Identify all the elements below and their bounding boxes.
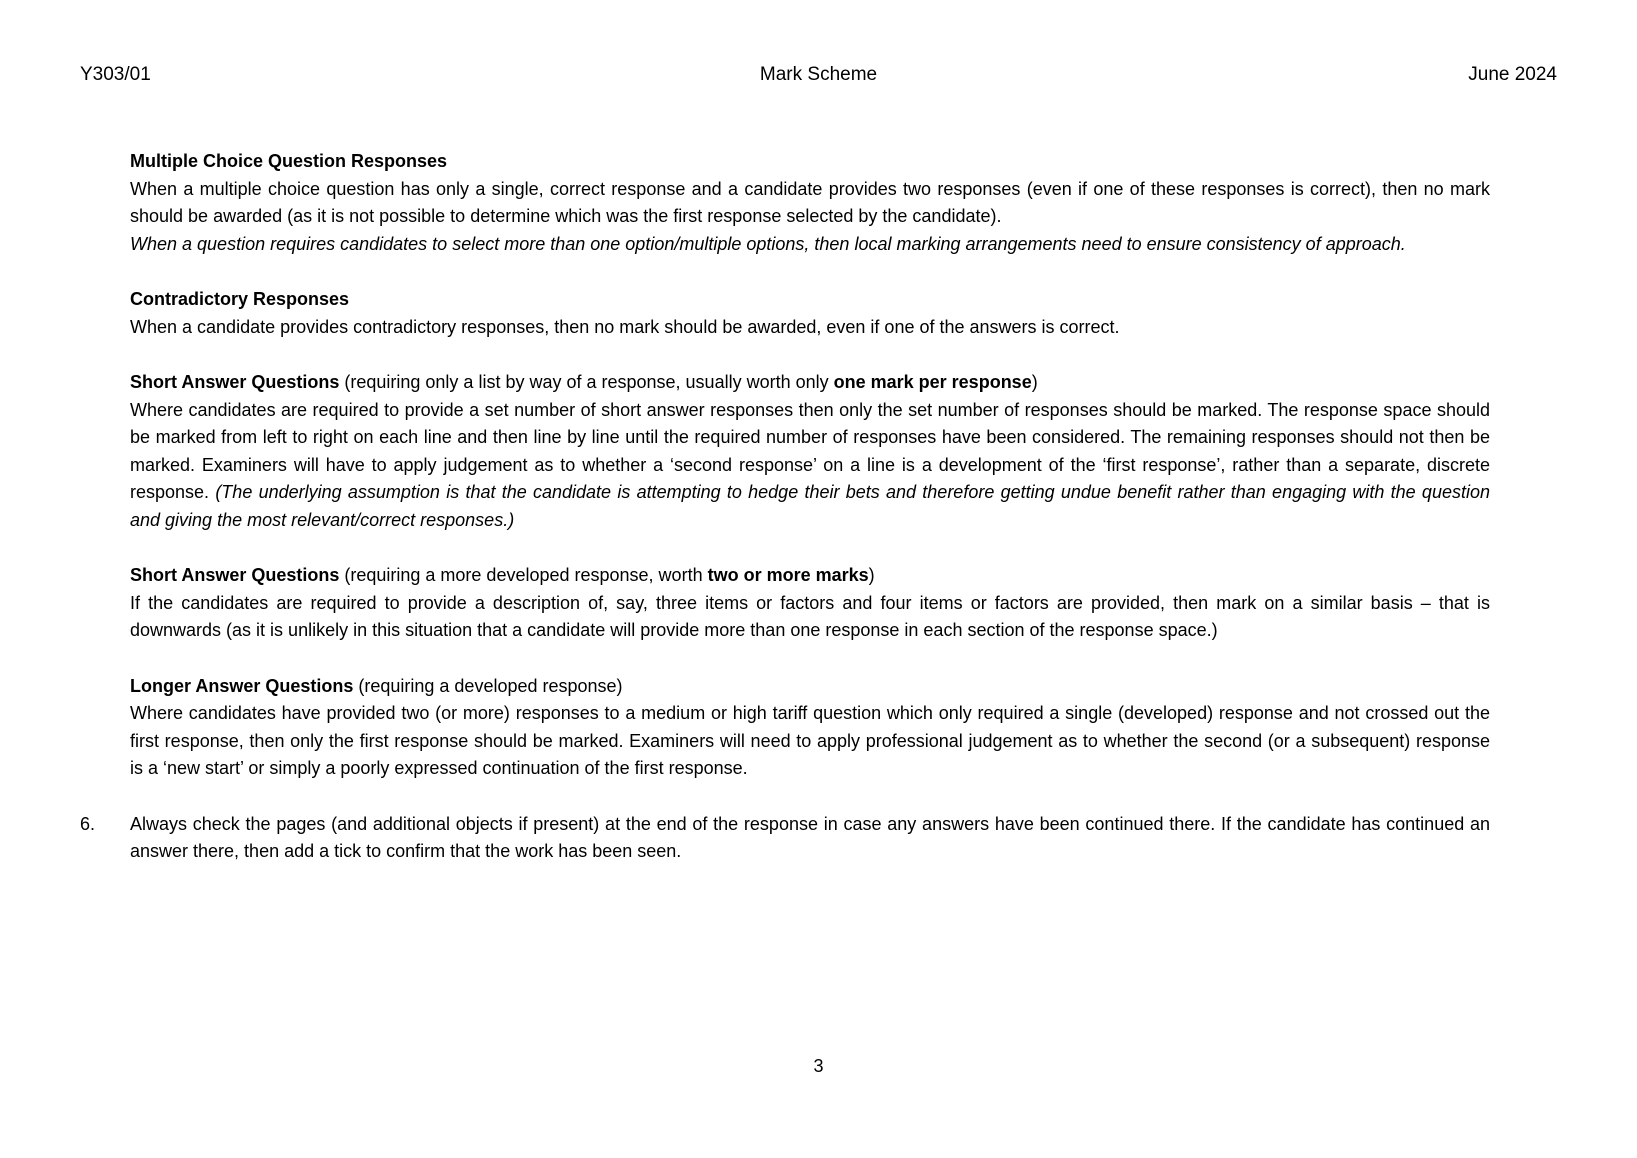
- section-heading: Multiple Choice Question Responses: [130, 151, 448, 171]
- section-paragraph: When a candidate provides contradictory responses, then no mark should be awarded, even if one of the answers is correct.: [130, 316, 1120, 337]
- item-text: Always check the pages (and additional objects if present) at the end of the response in case any answers have been continued there. If the candidate has continued an answer there, then add a tick to confirm that the work has been seen.: [130, 813, 1490, 861]
- section-paragraph: When a question requires candidates to select more than one option/multiple options, then local marking arrangements need to ensure consistency of approach.: [130, 233, 1406, 254]
- section-paragraph: When a multiple choice question has only a single, correct response and a candidate provides two responses (even if one of these responses is correct), then no mark should be awarded (as it is not possible to determine which was the first response selected by the candidate).: [130, 178, 1490, 226]
- section-4: [130, 673, 1490, 783]
- page-number: 3: [813, 1056, 824, 1076]
- section-heading: Longer Answer Questions (requiring a developed response): [130, 675, 623, 696]
- header-title: Mark Scheme: [759, 64, 878, 85]
- section-2: [130, 369, 1490, 534]
- page-footer: [0, 1056, 1637, 1077]
- section-paragraph: If the candidates are required to provide a description of, say, three items or factors and four items or factors are provided, then mark on a similar basis – that is downwards (as it is unlikely in this situation that a candidate will provide more than one response in each section of the response space.): [130, 592, 1490, 640]
- section-paragraph: Where candidates are required to provide a set number of short answer responses then only the set number of responses should be marked. The response space should be marked from left to right on each line and then line by line until the required number of responses have been considered. The remaining responses should not then be marked. Examiners will have to apply judgement as to whether a ‘second response’ on a line is a development of the ‘first response’, rather than a separate, discrete response. (The underlying assumption is that the candidate is attempting to hedge their bets and therefore getting undue benefit rather than engaging with the question and giving the most relevant/correct responses.): [130, 399, 1490, 530]
- page-header: [0, 0, 1637, 92]
- numbered-item-6: [80, 811, 1490, 866]
- section-paragraph: Where candidates have provided two (or more) responses to a medium or high tariff question which only required a single (developed) response and not crossed out the first response, then only the first response should be marked. Examiners will need to apply professional judgement as to whether the second (or a subsequent) response is a ‘new start’ or simply a poorly expressed continuation of the first response.: [130, 703, 1490, 778]
- header-date: June 2024: [1468, 64, 1557, 85]
- section-heading: Contradictory Responses: [130, 289, 350, 309]
- header-doc-code: Y303/01: [80, 64, 151, 85]
- section-heading: Short Answer Questions (requiring a more developed response, worth two or more marks): [130, 565, 875, 585]
- document-body: [130, 148, 1490, 783]
- section-3: [130, 562, 1490, 645]
- section-0: [130, 148, 1490, 258]
- section-1: [130, 286, 1490, 341]
- section-heading: Short Answer Questions (requiring only a list by way of a response, usually worth only one mark per response): [130, 372, 1038, 392]
- item-number: 6.: [80, 813, 96, 834]
